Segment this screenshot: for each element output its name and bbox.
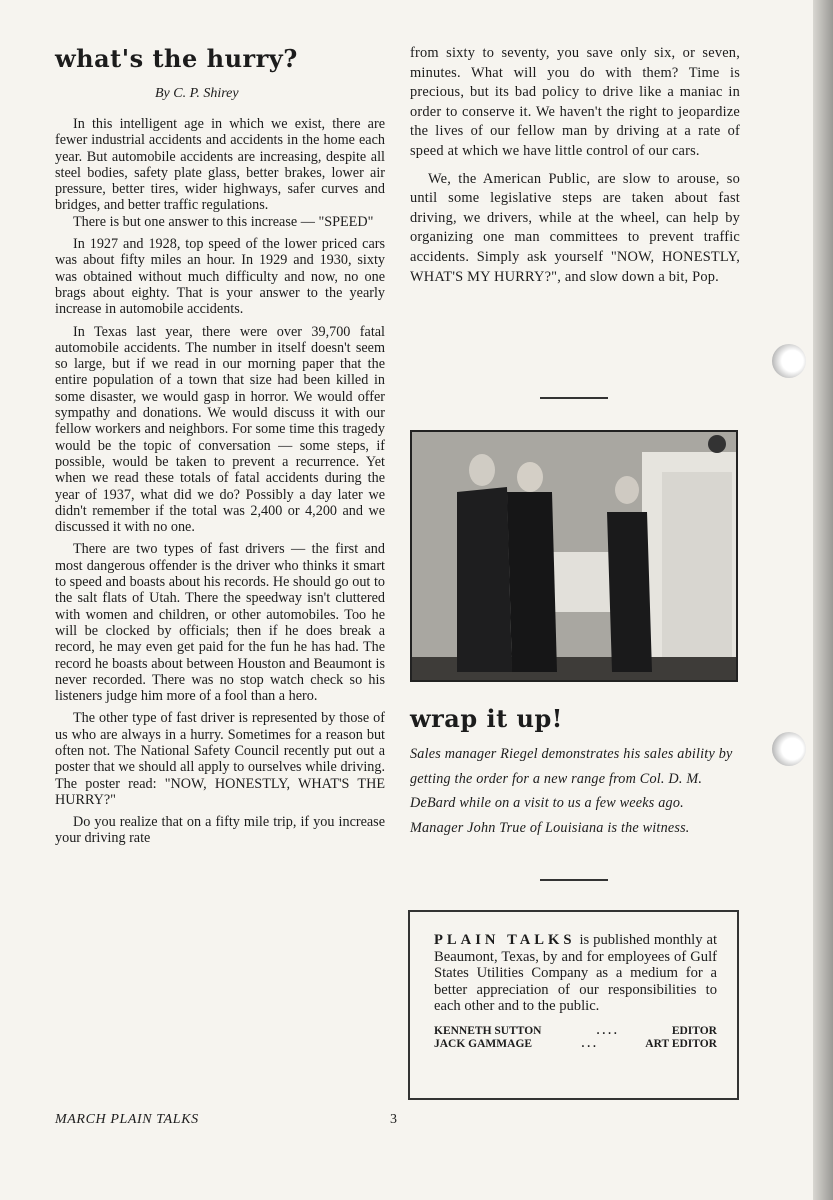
page-edge [813,0,833,1200]
page-number: 3 [390,1112,397,1127]
divider [540,879,608,881]
staff-name: KENNETH SUTTON [434,1024,542,1037]
staff-row [434,1038,717,1051]
photo-sales-demonstration [410,430,738,682]
article-right-column [410,44,740,295]
paragraph: We, the American Public, are slow to arouse, so until some legislative steps are taken about fast driving, we drivers, while at the wheel, can help by organizing one man committees to prevent traffic accidents. Simply ask yourself "NOW, HONESTLY, WHAT'S MY HURRY?", and slow down a bit, Pop. [410,170,740,285]
staff-row [434,1025,717,1038]
paragraph: There is but one answer to this increase — "SPEED" [73,213,374,230]
article-left-column [55,116,385,853]
article-title: wrap it up! [410,704,563,733]
paragraph: from sixty to seventy, you save only six, or seven, minutes. What will you do with them? Time is precious, but its bad policy to drive like a maniac in order to conserve it. We haven't the right to jeopardize the lives of our fellow man by driving at a rate of speed at which we have little control of our cars. [410,45,740,159]
staff-name: JACK GAMMAGE [434,1037,533,1050]
paragraph: Do you realize that on a fifty mile trip, if you increase your driving rate [55,814,385,847]
staff-role: ART EDITOR [645,1037,717,1050]
divider [540,397,608,399]
masthead-box [408,910,739,1100]
staff-dots: . . . . [596,1024,617,1037]
staff-dots: . . . [581,1037,596,1050]
photo-caption: Sales manager Riegel demonstrates his sales ability by getting the order for a new range from Col. D. M. DeBard while on a visit to us a few weeks ago. Manager John True of Louisiana is the witness. [410,746,733,836]
masthead-text: is published monthly at Beaumont, Texas, by and for employees of Gulf States Utilities Company as a medium for a better appreciation of our responsibilities to each other and to the public. [434,932,717,1015]
paragraph: In 1927 and 1928, top speed of the lower priced cars was about fifty miles an hour. In 1929 and 1930, sixty was obtained without much difficulty and now, no one brags about eighty. That is your answer to the yearly increase in automobile accidents. [55,236,385,318]
footer-issue: MARCH PLAIN TALKS [55,1112,199,1127]
publication-name: PLAIN TALKS [434,932,576,948]
article-title: what's the hurry? [55,44,298,73]
punch-hole [772,732,806,766]
paragraph: The other type of fast driver is represented by those of us who are always in a hurry. Sometimes for a reason but often not. The National Safety Council recently put out a poster that we should all apply to ourselves while driving. The poster read: "NOW, HONESTLY, WHAT'S THE HURRY?" [55,710,385,808]
punch-hole [772,344,806,378]
staff-role: EDITOR [671,1024,717,1037]
paragraph: In Texas last year, there were over 39,700 fatal automobile accidents. The number in itself doesn't seem so large, but if we read in our morning paper that the entire population of a town that size had been killed in some disaster, we would gasp in horror. We would offer sympathy and donations. We would discuss it with our fellow workers and neighbors. For some time this tragedy would be the topic of conversation — some steps, if possible, would be taken to prevent a recurrence. Yet when we read these totals of fatal accidents during the year of 1937, what did we do? Possibly a day later we didn't remember if the total was 2,400 or 4,200 and we discussed it with no one. [55,323,385,536]
paragraph: In this intelligent age in which we exist, there are fewer industrial accidents and accidents in the home each year. But automobile accidents are increasing, despite all steel bodies, safety plate glass, better brakes, lower air pressure, better tires, wider highways, safer curves and bridges, and better traffic regulations. [55,116,385,214]
paragraph: There are two types of fast drivers — the first and most dangerous offender is the driver who thinks it smart to speed and boasts about his records. He should go out to the salt flats of Utah. There the speedway isn't cluttered with women and children, or other automobiles. Too he will be clocked by officials; then if he does break a record, he may even get paid for the fun he has had. The record he boasts about between Houston and Beaumont is never recorded. There was no stop watch check so his listeners judge him more of a fool than a hero. [55,541,385,705]
byline: By C. P. Shirey [155,86,239,101]
